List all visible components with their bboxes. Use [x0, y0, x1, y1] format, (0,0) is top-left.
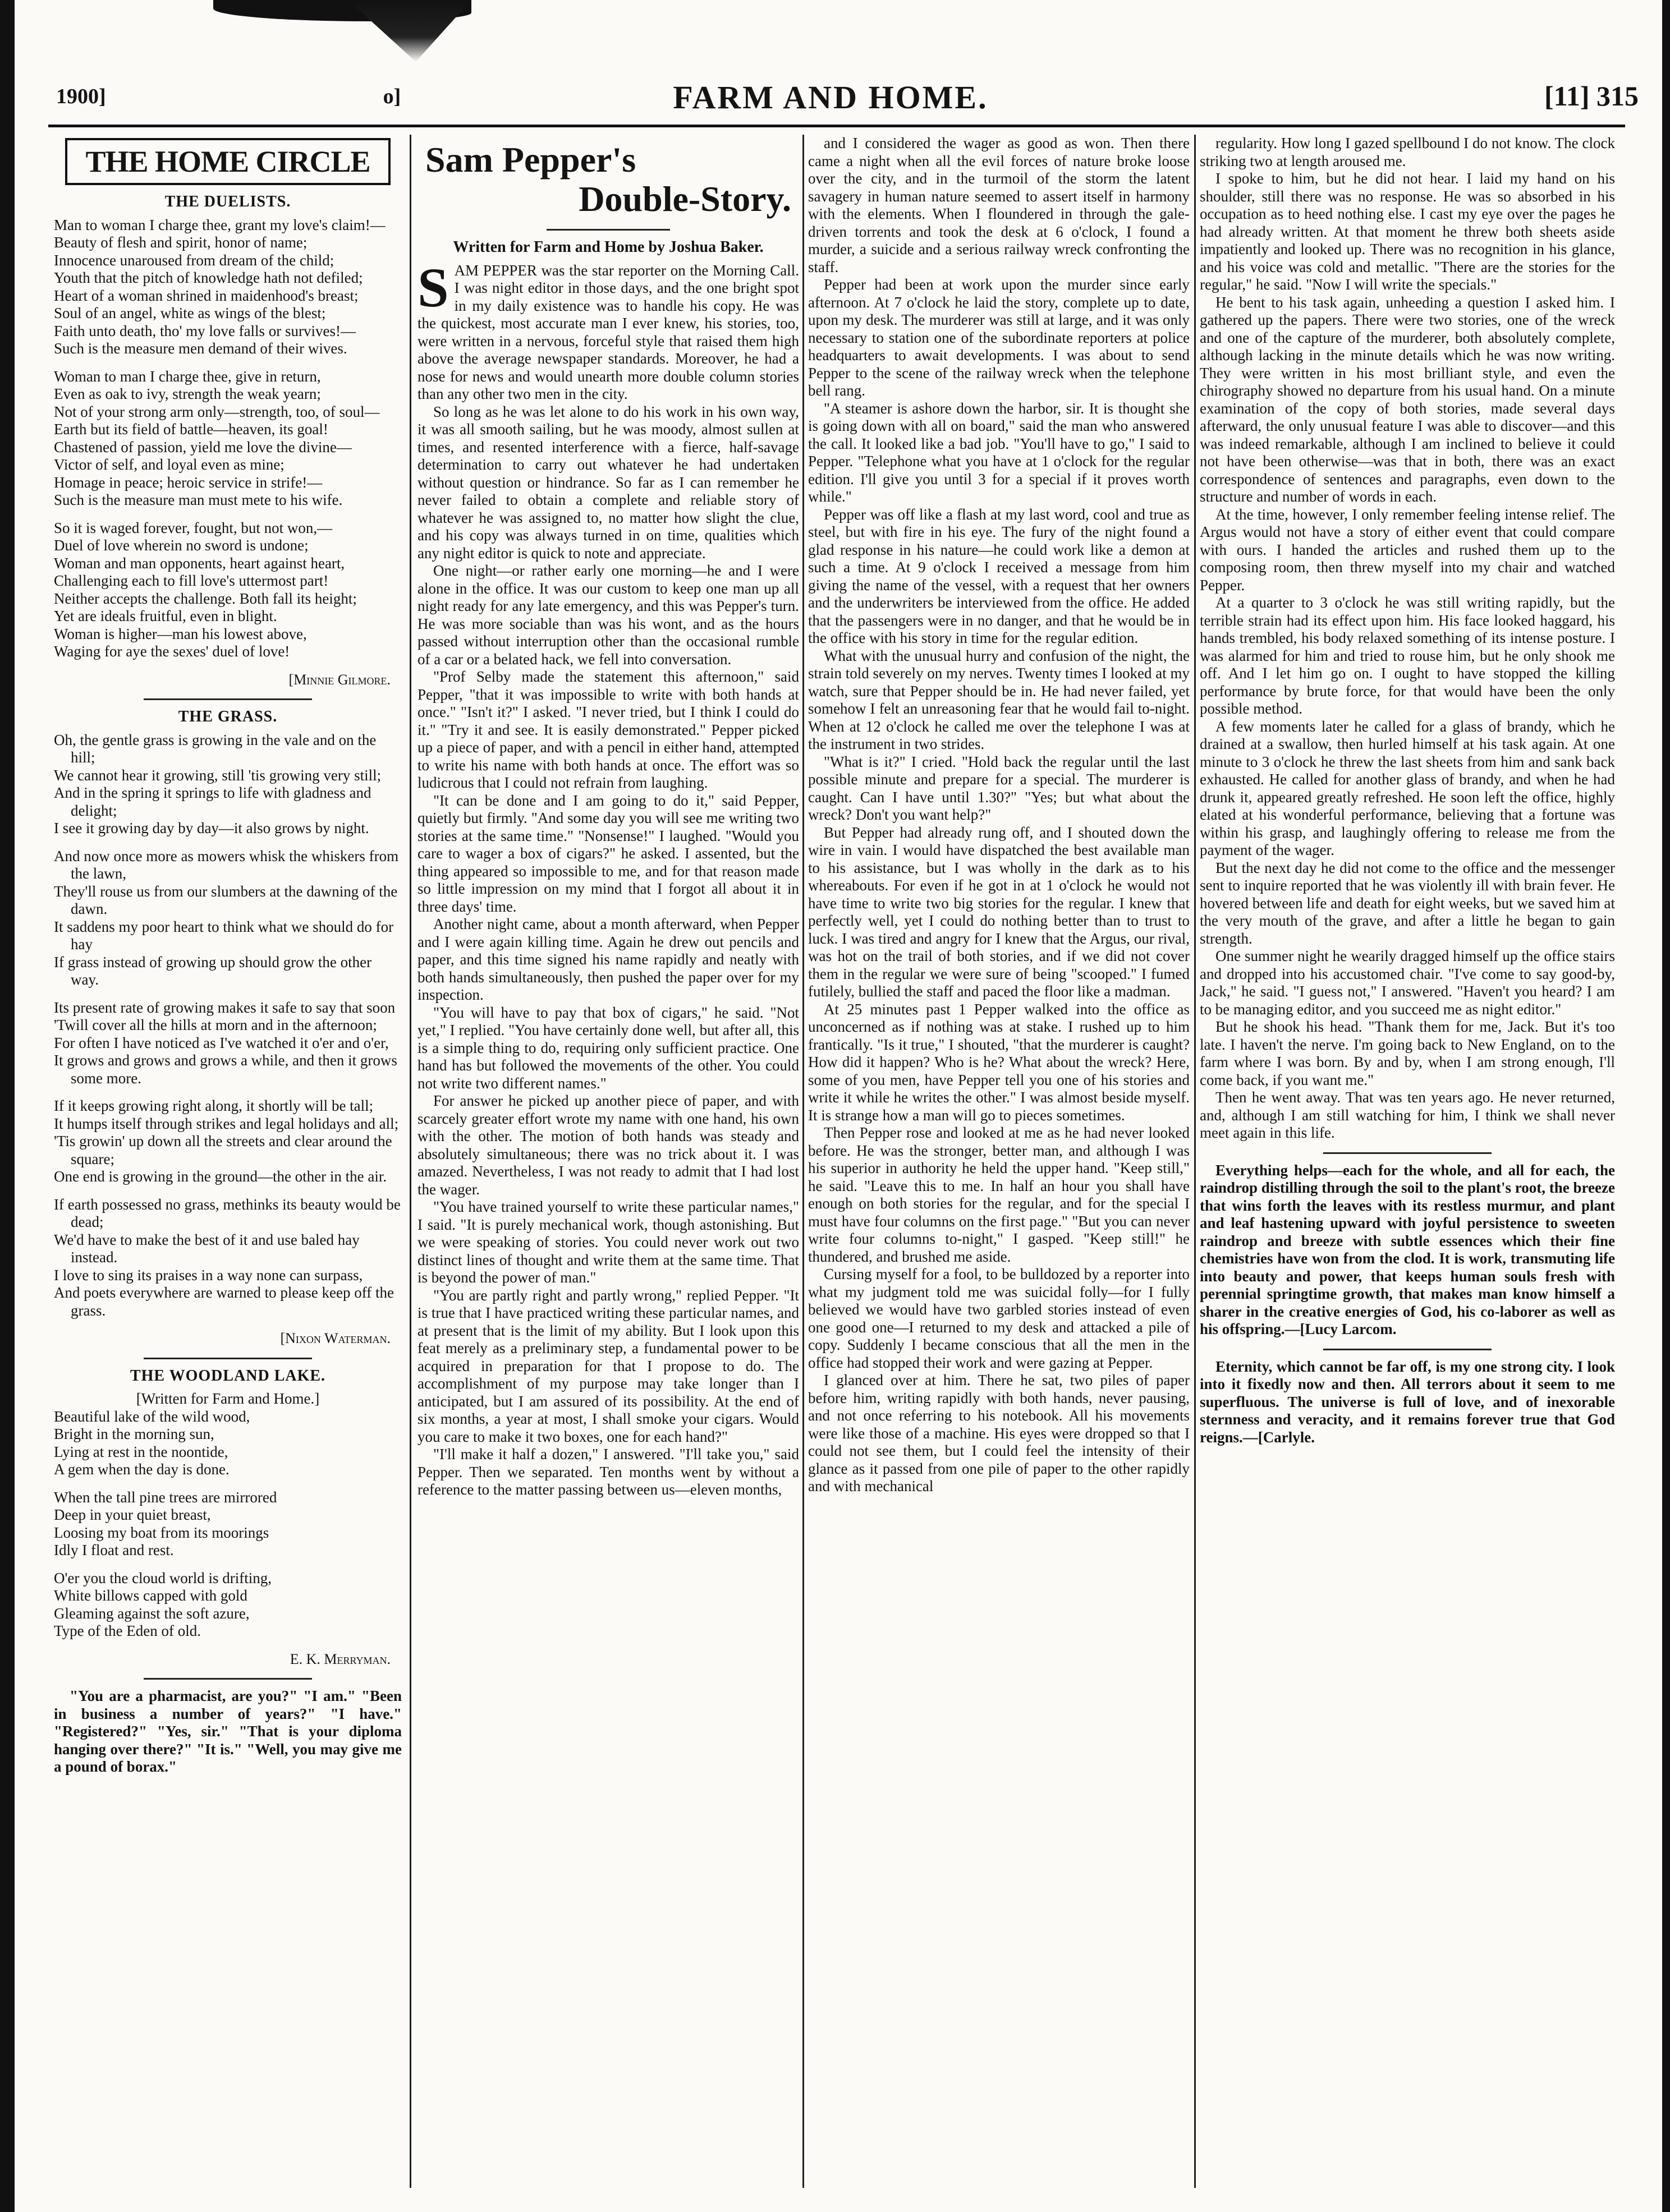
poem-line: Lying at rest in the noontide,	[54, 1443, 228, 1460]
story-paragraph: "What is it?" I cried. "Hold back the regular until the last possible minute and prepare for a special. The murderer is caught. Can I have until 1.30?" "Yes; but what about the wreck? Don't you want help?"	[808, 753, 1190, 823]
eternity-paragraph: Eternity, which cannot be far off, is my one strong city. I look into it fixedly now and then. All terrors about it seem to me superfluous. The universe is full of love, and of inexorable sternness and veracity, and it remains forever true that God reigns.—[Carlyle.	[1200, 1358, 1615, 1446]
poem-stanza	[54, 1489, 402, 1560]
story-paragraph: What with the unusual hurry and confusion of the night, the strain told severely on my nerves. Twenty times I looked at my watch, sure that Pepper should be in. He had never failed, yet somehow I felt an unreasoning fear that he would fail to-night. When at 12 o'clock he called me over the telephone I was at the instrument in two strides.	[808, 647, 1190, 752]
story-paragraph: "You are partly right and partly wrong," replied Pepper. "It is true that I have practiced writing these particular names, and at present that is the limit of my ability. But I look upon this feat merely as a preliminary step, a fundamental power to be acquired in preparation for that I propose to do. The accomplishment of my purpose may take longer than I anticipated, but I am assured of its possibility. At the end of six months, a year at most, I shall smoke your cigars. Would you care to make it two boxes, one for each hand?"	[418, 1286, 799, 1445]
poem-stanza	[54, 217, 402, 358]
everything-paragraph: Everything helps—each for the whole, and all for each, the raindrop distilling through the soil to the plant's root, the breeze that wins forth the leaves with its restless murmur, and plant and leaf hastening upward with joyful persistence to sweeten raindrop and breeze with subtle essences which their fine chemistries have won from the clod. It is work, transmuting life into beauty and power, that keeps human souls fresh with perennial springtime growth, that makes man know himself a sharer in the creative energies of God, his co-laborer as well as his offspring.—[Lucy Larcom.	[1200, 1161, 1615, 1337]
poem-stanza	[54, 519, 402, 661]
poem-title-woodland: THE WOODLAND LAKE.	[130, 1367, 326, 1385]
poem-line: A gem when the day is done.	[54, 1461, 230, 1478]
poem-line: Man to woman I charge thee, grant my love's claim!—	[54, 216, 386, 233]
poem-line: If earth possessed no grass, methinks its beauty would be dead;	[54, 1195, 401, 1230]
story-paragraph: I glanced over at him. There he sat, two piles of paper before him, writing rapidly with both hands, never pausing, and not once referring to his notebook. All his movements were like those of a machine. His eyes were dropped so that I could not see them, but I could feel the intensity of their glance as it passed from one pile of paper to the other rapidly and with mechanical	[808, 1372, 1190, 1494]
story-paragraph-text: AM PEPPER was the star reporter on the Morning Call. I was night editor in those days, and the one bright spot in my daily existence was to handle his copy. He was the quickest, most accurate man I ever knew, his stories, too, were written in a nervous, forceful style that raised them high above the average newspaper standards. Moreover, he had a nose for news and would unearth more double column stories than any other two men in the city.	[418, 261, 799, 402]
poem-line: Woman and man opponents, heart against heart,	[54, 554, 345, 572]
poem-line: Gleaming against the soft azure,	[54, 1604, 250, 1622]
story-paragraph: At the time, however, I only remember feeling intense relief. The Argus would not have a story of either event that could compare with ours. I handed the articles and rushed them up to the composing room, then threw myself into my chair and watched Pepper.	[1200, 505, 1615, 594]
story-byline: Written for Farm and Home by Joshua Baker.	[453, 238, 764, 256]
poem-line: We cannot hear it growing, still 'tis growing very still;	[54, 766, 382, 784]
poem-line: Soul of an angel, white as wings of the blest;	[54, 305, 326, 321]
poem-line: If grass instead of growing up should grow the other way.	[54, 953, 372, 988]
poem-stanza	[54, 999, 402, 1088]
poem-line: 'Twill cover all the hills at morn and in the afternoon;	[54, 1017, 377, 1033]
home-circle-masthead: THE HOME CIRCLE	[65, 138, 391, 185]
poem-line: And poets everywhere are warned to please keep off the grass.	[54, 1284, 394, 1319]
story-paragraph: "You will have to pay that box of cigars," he said. "Not yet," I replied. "You have certainly done well, but after all, this is a simple thing to do, requiring only sufficient practice. One hand has but followed the movements of the other. You could not write two different names."	[418, 1004, 799, 1092]
story-paragraph	[418, 256, 799, 403]
poem-line: Chastened of passion, yield me love the divine—	[54, 438, 352, 456]
poem-stanza	[54, 368, 402, 509]
poem-line: Oh, the gentle grass is growing in the vale and on the hill;	[54, 731, 377, 766]
poem-line: Loosing my boat from its moorings	[54, 1524, 269, 1541]
poem-line: Woman to man I charge thee, give in return,	[54, 367, 321, 385]
poem-line: Deep in your quiet breast,	[54, 1506, 211, 1523]
poem-stanza	[54, 732, 402, 838]
story-body-col3	[808, 135, 1190, 1496]
column-rule	[1194, 135, 1196, 2188]
story-paragraph: But Pepper had already rung off, and I shouted down the wire in vain. I would have dispatched the best available man to his assistance, but I was wholly in the dark as to his whereabouts. For even if he got in at 1 o'clock he would not have time to write two big stories for the regular. I knew that perfectly well, yet I could do nothing better than to trust to luck. I was tired and angry for I knew that the Argus, our rival, was hot on the trail of both stories, and if we did not cover them in the regular we were sure of being "scooped." I fumed futilely, bullied the staff and paced the floor like a madman.	[808, 824, 1190, 1000]
poem-line: It humps itself through strikes and legal holidays and all;	[54, 1115, 399, 1132]
poem-line: Such is the measure men demand of their wives.	[54, 340, 347, 357]
poem-line: Even as oak to ivy, strength the weak yearn;	[54, 385, 321, 402]
poem-line: If it keeps growing right along, it shortly will be tall;	[54, 1097, 374, 1114]
story-paragraph: I spoke to him, but he did not hear. I laid my hand on his shoulder, still there was no response. He was so absorbed in his occupation as to heed nothing else. I cast my eye over the pages he had already written. At that moment he threw both sheets aside impatiently and looked up. There was no recognition in his glance, and his voice was cold and metallic. "There are the stories for the regular," he said. "Now I will write the specials."	[1200, 170, 1615, 293]
story-paragraph: Pepper had been at work upon the murder since early afternoon. At 7 o'clock he laid the story, complete up to date, upon my desk. The murderer was still at large, and it was only necessary to station one of the subordinate reporters at police headquarters to await developments. I was about to send Pepper to the scene of the railway wreck when the telephone bell rang.	[808, 276, 1190, 399]
section-divider	[1323, 1349, 1492, 1350]
poem-line: Woman is higher—man his lowest above,	[54, 625, 307, 642]
story-body-col2	[418, 256, 799, 1499]
poem-line: Youth that the pitch of knowledge hath not defiled;	[54, 269, 363, 286]
left-scan-edge	[0, 0, 15, 2212]
poem-line: And in the spring it springs to life with gladness and delight;	[54, 784, 371, 819]
page-header	[34, 79, 1650, 114]
poem-line: And now once more as mowers whisk the whiskers from the lawn,	[54, 847, 399, 882]
poem-grass	[54, 732, 402, 1320]
section-divider	[547, 229, 670, 231]
poem-line: Faith unto death, tho' my love falls or survives!—	[54, 322, 356, 339]
section-divider	[144, 1358, 312, 1359]
story-paragraph: "You have trained yourself to write these particular names," I said. "It is purely mechanical work, though astonishing. But we were speaking of stories. You could never work out two distinct lines of thought and write them at the same time. That is beyond the power of man."	[418, 1198, 799, 1286]
column-3	[808, 135, 1190, 2188]
poem-line: When the tall pine trees are mirrored	[54, 1488, 277, 1506]
joke-paragraph: "You are a pharmacist, are you?" "I am." "Been in business a number of years?" "I have." "Registered?" "Yes, sir." "That is your diploma hanging over there?" "It is." "Well, you may give me a pound of borax."	[54, 1687, 402, 1775]
poem-stanza	[54, 848, 402, 989]
story-paragraph: Pepper was off like a flash at my last word, cool and true as steel, but with fire in his eye. The fury of the night found a glad response in his nature—he could work like a demon at such a time. At 9 o'clock I received a message from him giving the name of the vessel, with a request that her owners and the underwriters be interviewed from the office. He added that the passengers were in no danger, and that he would be in the office with his story in time for the regular edition.	[808, 505, 1190, 646]
column-1	[54, 135, 402, 2188]
story-paragraph: Then Pepper rose and looked at me as he had never looked before. He was the stronger, better man, and although I was his superior in authority he held the upper hand. "Keep still," he said. "Leave this to me. In half an hour you shall have enough on both stories for the regular, and for the special I must have four columns on the first page." "But you can never write four columns to-night," I gasped. "Keep still!" he thundered, and brushed me aside.	[808, 1124, 1190, 1265]
header-date: 1900] o]	[56, 85, 401, 108]
poem-duelists	[54, 217, 402, 661]
poem-line: Such is the measure man must mete to his wife.	[54, 491, 343, 508]
section-divider	[144, 698, 312, 700]
story-paragraph: At a quarter to 3 o'clock he was still writing rapidly, but the terrible strain had its effect upon him. His face looked haggard, his hands trembled, his body relaxed something of its intense posture. I was alarmed for him and tried to rouse him, but he only shook me off. And I let him go on. I ought to have stopped the killing performance by brute force, for that would have been the only possible method.	[1200, 594, 1615, 717]
story-paragraph: He bent to his task again, unheeding a question I asked him. I gathered up the papers. There were two stories, one of the wreck and one of the capture of the murderer, both absolutely complete, although lacking in the minute details which he was now writing. They were written in his most brilliant style, and even the chirography showed no departure from his usual hand. On a minute examination of the copy of both stories, made several days afterward, the only unusual feature I was able to discover—and this was indeed remarkable, although I am inclined to believe it could not have been otherwise—was that in both, there was an exact correspondence of sentences and paragraphs, even down to the structure and number of words in each.	[1200, 293, 1615, 505]
right-scan-edge	[1662, 0, 1670, 2212]
poem-line: It grows and grows and grows a while, and then it grows some more.	[54, 1052, 397, 1087]
poem-line: Challenging each to fill love's uttermost part!	[54, 572, 329, 589]
poem-line: Its present rate of growing makes it safe to say that soon	[54, 999, 396, 1016]
poem-signature: [Minnie Gilmore.	[288, 671, 391, 688]
poem-line: Idly I float and rest.	[54, 1542, 174, 1558]
poem-line: Duel of love wherein no sword is undone;	[54, 537, 309, 554]
story-paragraph: One night—or rather early one morning—he and I were alone in the office. It was our custom to keep one man up all night ready for any late emergency, and this was Pepper's turn. He was more sociable than was his wont, and as the hours passed without interruption other than the occasional rumble of a car or a belated hack, we fell into conversation.	[418, 562, 799, 668]
drop-cap: S	[418, 256, 449, 319]
poem-line: Not of your strong arm only—strength, too, of soul—	[54, 403, 380, 420]
poem-line: I see it growing day by day—it also grows by night.	[54, 820, 369, 836]
poem-line: For often I have noticed as I've watched it o'er and o'er,	[54, 1034, 389, 1051]
story-paragraph: But the next day he did not come to the office and the messenger sent to inquire reported that he was violently ill with brain fever. He hovered between life and death for eight weeks, but we saved him at the very mouth of the grave, and after a little he began to gain strength.	[1200, 859, 1615, 947]
story-paragraph: For answer he picked up another piece of paper, and with scarcely greater effort wrote my name with one hand, his own with the other. The motion of both hands was steady and absolutely simultaneous; there was no trick about it. I was amazed. Nevertheless, I was not ready to admit that I had lost the wager.	[418, 1092, 799, 1198]
story-paragraph: Then he went away. That was ten years ago. He never returned, and, although I am still watching for him, I think we shall never meet again in this life.	[1200, 1089, 1615, 1141]
poem-line: 'Tis growin' up down all the streets and clear around the square;	[54, 1133, 392, 1167]
column-rule	[410, 135, 411, 2188]
poem-line: Innocence unaroused from dream of the child;	[54, 251, 334, 269]
column-2	[418, 135, 799, 2188]
poem-line: Type of the Eden of old.	[54, 1622, 201, 1639]
poem-stanza	[54, 1196, 402, 1320]
poem-line: Waging for aye the sexes' duel of love!	[54, 643, 290, 660]
poem-line: White billows capped with gold	[54, 1587, 247, 1604]
poem-line: Bright in the morning sun,	[54, 1425, 214, 1442]
poem-line: Victor of self, and loyal even as mine;	[54, 456, 285, 473]
poem-line: Beauty of flesh and spirit, honor of name;	[54, 234, 308, 251]
section-divider	[144, 1678, 312, 1680]
story-paragraph: So long as he was let alone to do his work in his own way, it was all smooth sailing, but he was moody, almost sullen at times, and resented interference with a fierce, half-savage determination to carry out whatever he had undertaken without question or hindrance. So far as I can remember he never failed to obtain a complete and reliable story of whatever he was assigned to, no matter how slight the clue, and his copy was always turned in on time, qualities which any night editor is quick to note and appreciate.	[418, 403, 799, 562]
story-paragraph: But he shook his head. "Thank them for me, Jack. But it's too late. I haven't the nerve. I'm going back to New England, on to the farm where I was born. By and by, when I am strong enough, I'll come back, if you want me."	[1200, 1018, 1615, 1088]
poem-line: Yet are ideals fruitful, even in blight.	[54, 608, 277, 624]
poem-line: They'll rouse us from our slumbers at the dawning of the dawn.	[54, 882, 398, 917]
poem-stanza	[54, 1408, 402, 1479]
story-paragraph: "It can be done and I am going to do it," said Pepper, quietly but firmly. "And some day you will see me writing two stories at the same time." "Nonsense!" I laughed. "Would you care to wager a box of cigars?" he asked. I assented, but the thing appeared so impossible to me, and for that reason made so little impression on my mind that I forgot all about it in three days' time.	[418, 792, 799, 915]
poem-line: Earth but its field of battle—heaven, its goal!	[54, 421, 328, 438]
story-paragraph: A few moments later he called for a glass of brandy, which he drained at a swallow, then hurled himself at his task again. At one minute to 3 o'clock he threw the last sheets from him and sank back exhausted. He called for another glass of brandy, and when he had drunk it, appeared greatly refreshed. He soon left the office, highly elated at his wonderful performance, believing that a fortune was within his grasp, and laughingly offering to release me from the payment of the wager.	[1200, 718, 1615, 858]
poem-line: Neither accepts the challenge. Both fall its height;	[54, 590, 357, 607]
poem-stanza	[54, 1097, 402, 1186]
poem-line: Homage in peace; heroic service in strife!—	[54, 473, 323, 491]
poem-line: Beautiful lake of the wild wood,	[54, 1408, 250, 1425]
story-paragraph: Another night came, about a month afterward, when Pepper and I were again killing time. Again he drew out pencils and paper, and this time signed his name rapidly and neatly with both hands simultaneously, then pushed the paper over for my inspection.	[418, 916, 799, 1003]
poem-title-grass: THE GRASS.	[178, 708, 278, 725]
story-paragraph: regularity. How long I gazed spellbound I do not know. The clock striking two at length aroused me.	[1200, 135, 1615, 169]
poem-signature: E. K. Merryman.	[290, 1650, 391, 1667]
poem-signature: [Nixon Waterman.	[280, 1330, 391, 1346]
column-4	[1200, 135, 1615, 2188]
story-paragraph: At 25 minutes past 1 Pepper walked into the office as unconcerned as if nothing was at stake. I rushed up to him frantically. "Is it true," I shouted, "that the murderer is caught? How did it happen? Who is he? What about the wreck? Here, some of you men, have Pepper tell you one of his stories and write it while he writes the other." I was almost beside myself. It is strange how a man will go to pieces sometimes.	[808, 1000, 1190, 1124]
poem-title-duelists: THE DUELISTS.	[164, 193, 291, 210]
poem-woodland	[54, 1408, 402, 1640]
story-body-col4	[1200, 135, 1615, 1142]
story-paragraph: "A steamer is ashore down the harbor, sir. It is thought she is going down with all on board," said the man who answered the call. It looked like a bad job. "You'll have to go," I said to Pepper. "Telephone what you have at 1 o'clock for the regular edition. I'll give you until 3 for a special if it proves worth while."	[808, 399, 1190, 505]
story-title-line-2: Double-Story.	[579, 179, 791, 219]
poem-note: [Written for Farm and Home.]	[136, 1390, 320, 1407]
poem-line: O'er you the cloud world is drifting,	[54, 1569, 272, 1586]
publication-title: FARM AND HOME.	[673, 79, 988, 116]
poem-line: One end is growing in the ground—the other in the air.	[54, 1168, 387, 1185]
poem-line: I love to sing its praises in a way none can surpass,	[54, 1266, 363, 1284]
story-paragraph: "Prof Selby made the statement this afternoon," said Pepper, "that it was impossible to write with both hands at once." "Isn't it?" I asked. "I never tried, but I think I could do it." "Try it and see. It is easily demonstrated." Pepper picked up a piece of paper, and with a pencil in either hand, attempted to write his name with both hands at once. The effort was so ludicrous that I could not refrain from laughing.	[418, 668, 799, 791]
ink-smudge-drip	[348, 0, 471, 62]
poem-stanza	[54, 1570, 402, 1640]
header-rule	[48, 125, 1625, 127]
poem-line: So it is waged forever, fought, but not won,—	[54, 519, 333, 536]
story-paragraph: One summer night he wearily dragged himself up the office stairs and dropped into his accustomed chair. "I've come to say good-by, Jack," he said. "I guess not," I answered. "Haven't you heard? I am to be managing editor, and you succeed me as night editor."	[1200, 948, 1615, 1018]
story-paragraph: Cursing myself for a fool, to be bulldozed by a reporter into what my judgment told me was suicidal folly—for I fully believed we would have two garbled stories instead of even one good one—I returned to my desk and attacked a pile of copy. Suddenly I became conscious that all the men in the office had stopped their work and were gazing at Pepper.	[808, 1266, 1190, 1371]
story-paragraph: and I considered the wager as good as won. Then there came a night when all the evil forces of nature broke loose over the city, and in the turmoil of the storm the latent savagery in human nature seemed to assert itself in harmony with the elements. When I floundered in through the gale-driven torrents and took the desk at 6 o'clock, I found a murder, a suicide and a serious railway wreck confronting the staff.	[808, 135, 1190, 275]
poem-line: Heart of a woman shrined in maidenhood's breast;	[54, 287, 359, 304]
story-paragraph: "I'll make it half a dozen," I answered. "I'll take you," said Pepper. Then we separated. Ten months went by without a reference to the matter passing between us—eleven months,	[418, 1446, 799, 1498]
poem-line: We'd have to make the best of it and use baled hay instead.	[54, 1231, 360, 1266]
poem-line: It saddens my poor heart to think what we should do for hay	[54, 918, 394, 953]
story-title-line-1: Sam Pepper's	[425, 140, 636, 180]
section-divider	[1323, 1152, 1492, 1154]
column-rule	[802, 135, 804, 2188]
page-number: [11] 315	[1544, 80, 1639, 112]
